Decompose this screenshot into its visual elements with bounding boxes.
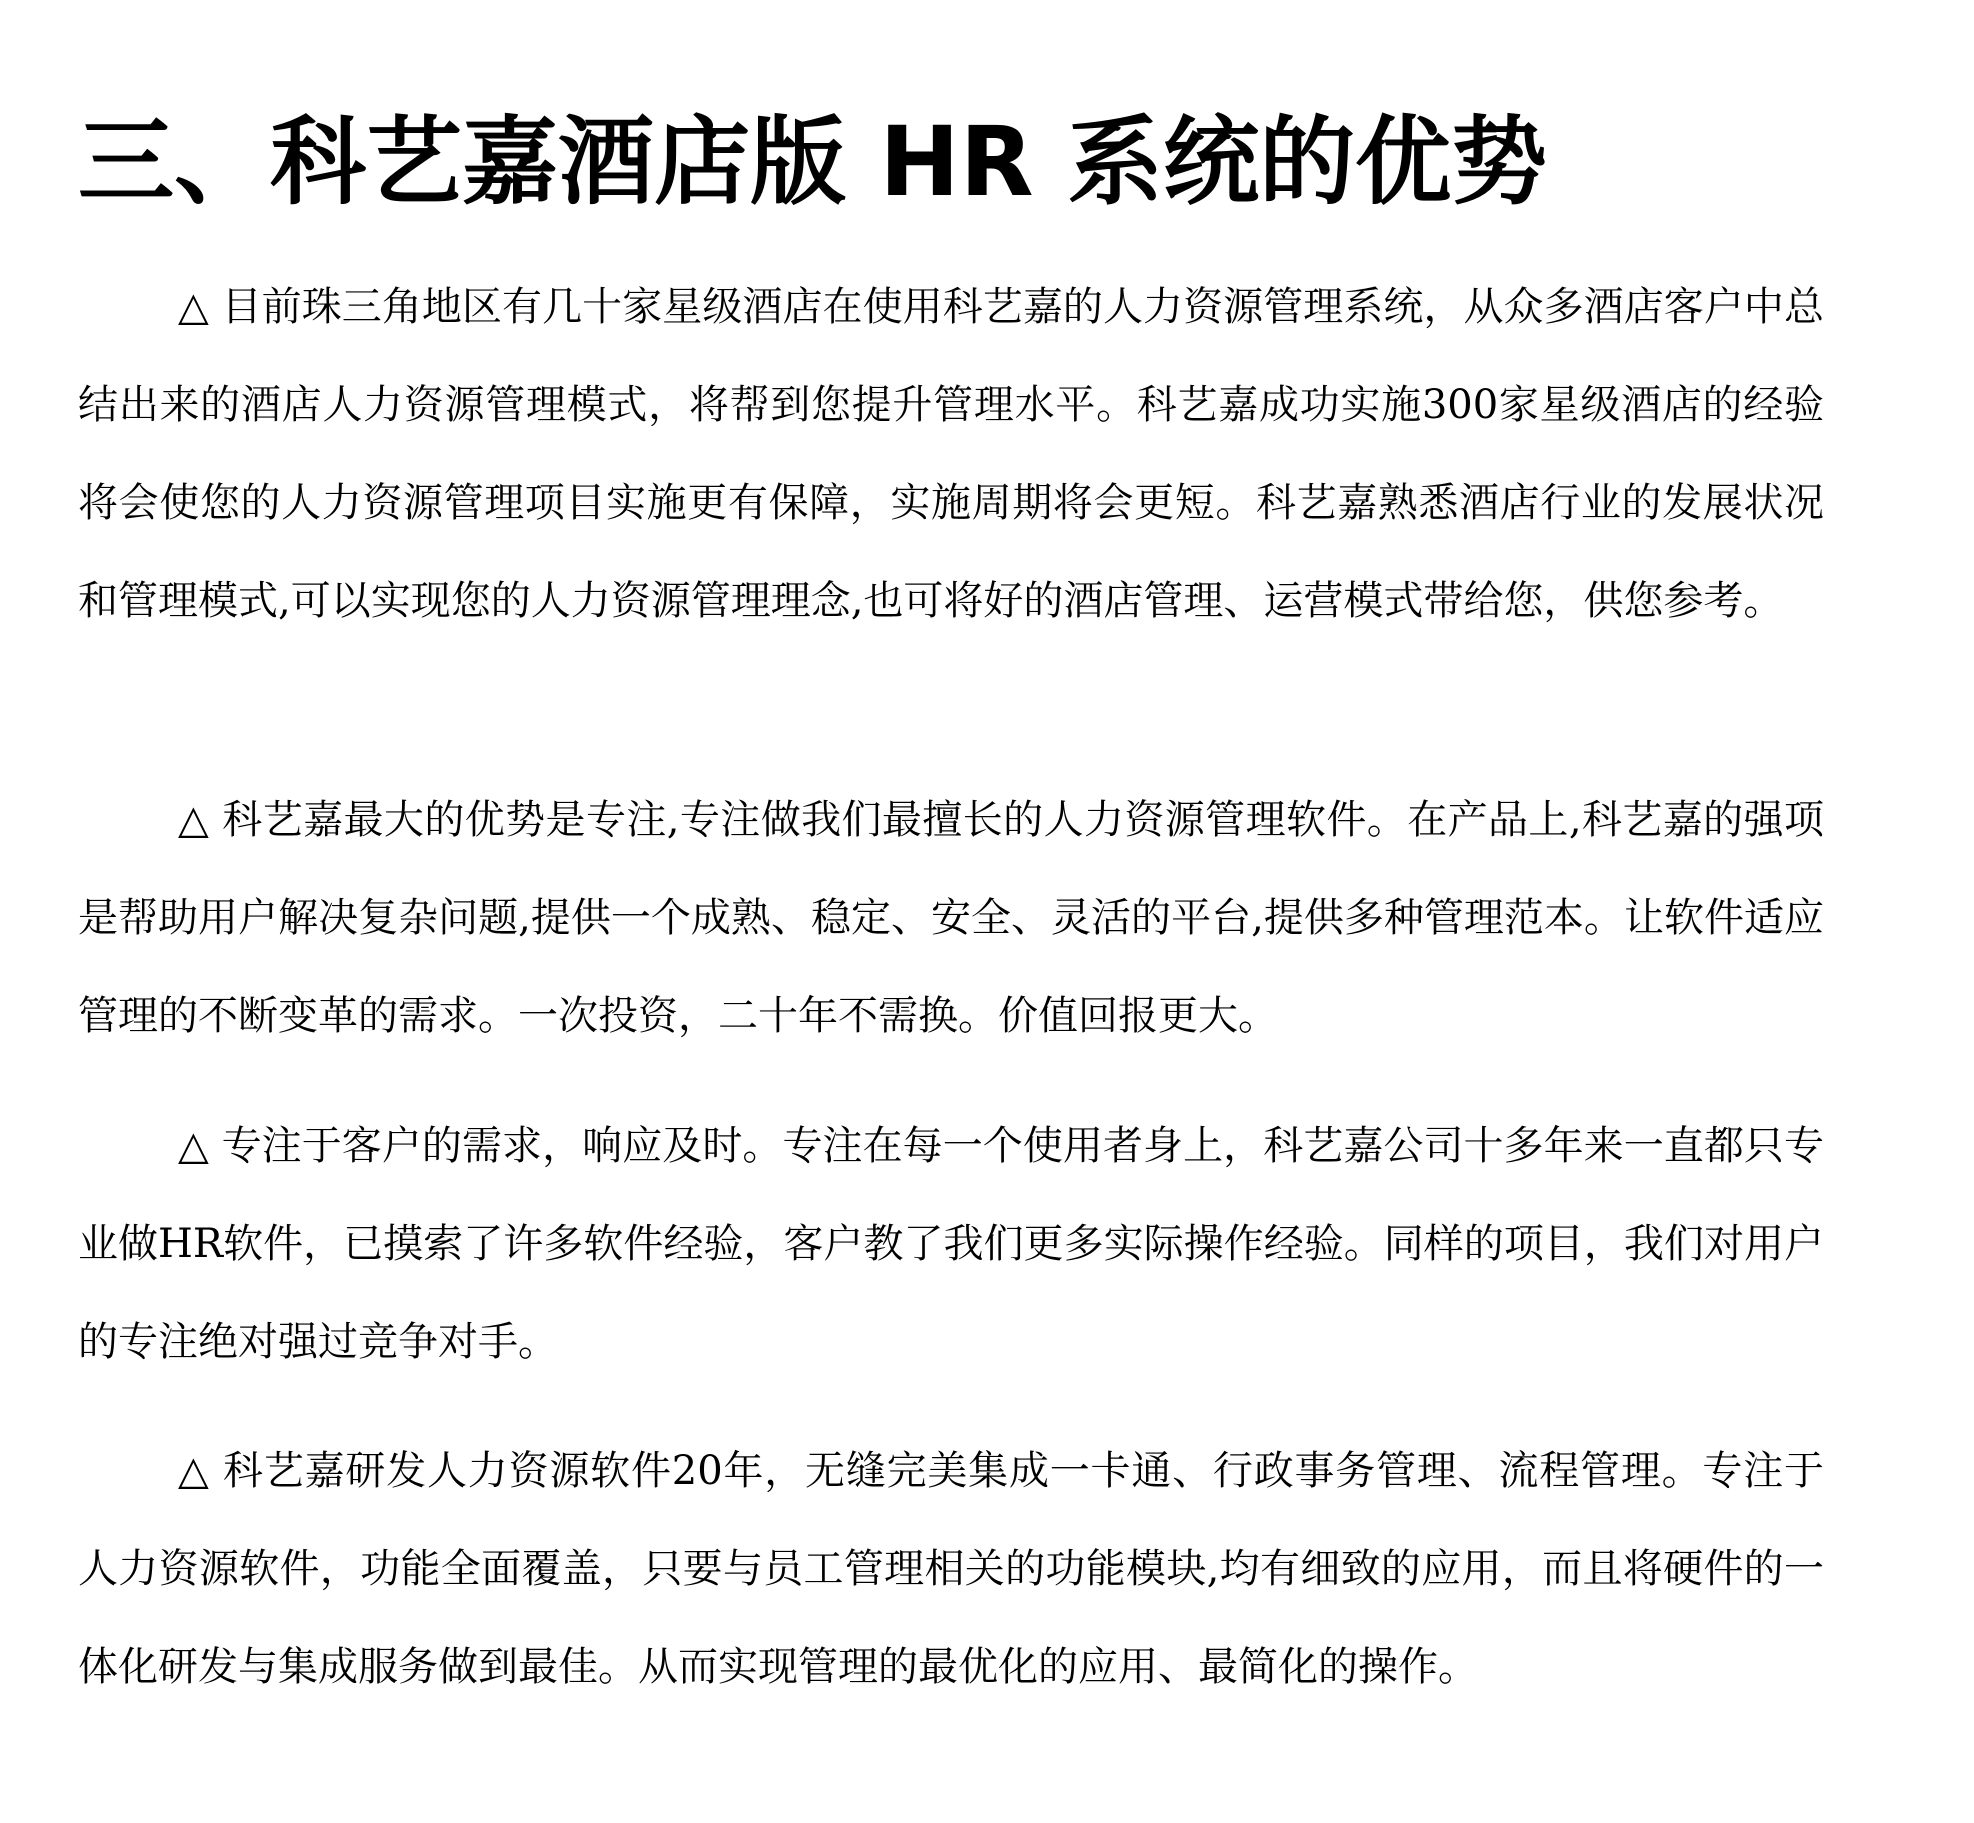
paragraph-2: △ 科艺嘉最大的优势是专注,专注做我们最擅长的人力资源管理软件。在产品上,科艺嘉的强项是帮助用户解决复杂问题,提供一个成熟、稳定、安全、灵活的平台,提供多种管理范本。让软件适应管理的不断变革的需求。一次投资，二十年不需换。价值回报更大。 xyxy=(78,797,1824,1039)
paragraph-4: △ 科艺嘉研发人力资源软件20年，无缝完美集成一卡通、行政事务管理、流程管理。专注于人力资源软件，功能全面覆盖，只要与员工管理相关的功能模块,均有细致的应用，而且将硬件的一体化研发与集成服务做到最佳。从而实现管理的最优化的应用、最简化的操作。 xyxy=(78,1448,1824,1690)
paragraph-1: △ 目前珠三角地区有几十家星级酒店在使用科艺嘉的人力资源管理系统，从众多酒店客户中总结出来的酒店人力资源管理模式，将帮到您提升管理水平。科艺嘉成功实施300家星级酒店的经验将会使您的人力资源管理项目实施更有保障，实施周期将会更短。科艺嘉熟悉酒店行业的发展状况和管理模式,可以实现您的人力资源管理理念,也可将好的酒店管理、运营模式带给您，供您参考。 xyxy=(78,284,1824,624)
paragraph-3: △ 专注于客户的需求，响应及时。专注在每一个使用者身上，科艺嘉公司十多年来一直都只专业做HR软件，已摸索了许多软件经验，客户教了我们更多实际操作经验。同样的项目，我们对用户的专注绝对强过竞争对手。 xyxy=(78,1123,1824,1365)
page-title: 三、科艺嘉酒店版 HR 系统的优势 xyxy=(78,106,1548,218)
